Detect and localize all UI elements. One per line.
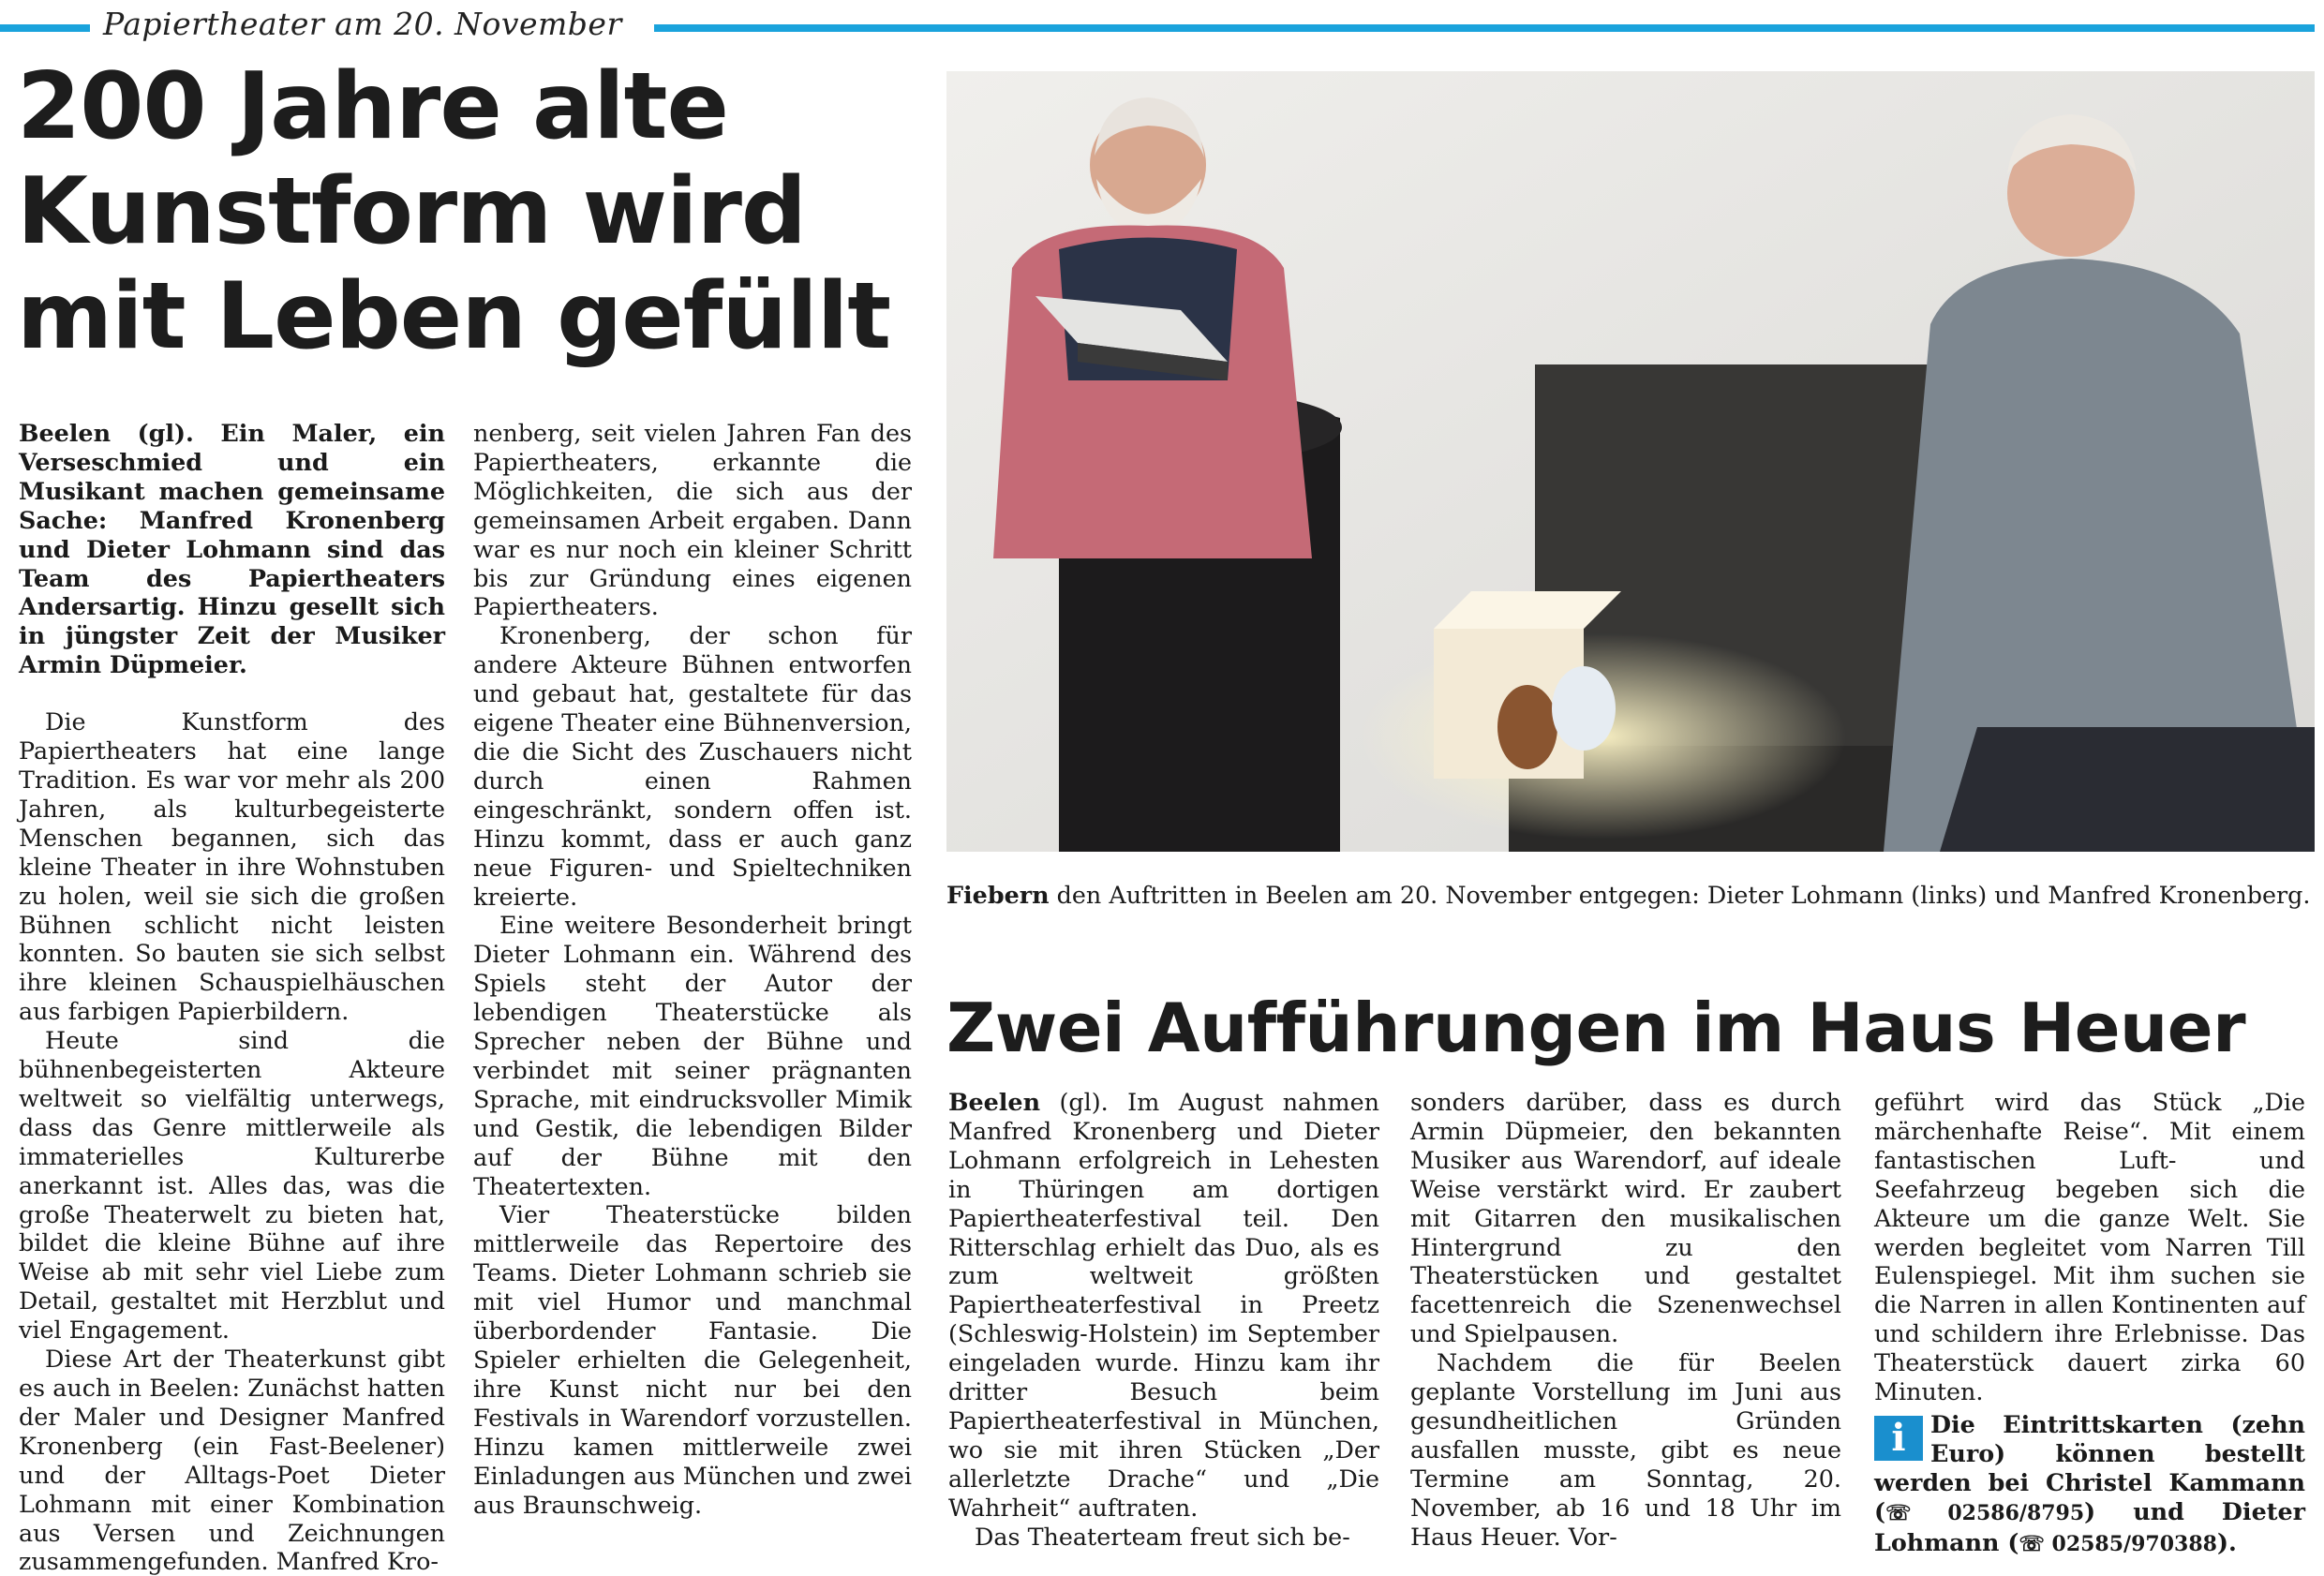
article2-column-1: [948, 1088, 1379, 1552]
article2-paragraph: [948, 1088, 1379, 1523]
info-text: ).: [2216, 1527, 2237, 1556]
dateline: Beelen: [948, 1088, 1041, 1116]
kicker-rule-left: [0, 24, 90, 32]
article2-paragraph: sonders darüber, dass es durch Armin Düpmeier, den bekannten Musiker aus Warendorf, auf ideale Weise verstärkt wird. Er zaubert mit Gitarren den musikalischen Hintergrund zu den Theaterstücken und gestaltet facettenreich die Szenenwechsel und Spielpausen.: [1410, 1088, 1841, 1348]
article2-column-3: [1874, 1088, 2305, 1559]
article2-paragraph: Nachdem die für Beelen geplante Vorstellung im Juni aus gesundheitlichen Gründen ausfallen musste, gibt es neue Termine am Sonntag, 20. November, ab 16 und 18 Uhr im Haus Heuer. Vor-: [1410, 1348, 1841, 1551]
article2-text: (gl). Im August nahmen Manfred Kronenberg und Dieter Lohmann erfolgreich in Lehesten in Thüringen am dortigen Papiertheaterfestival teil. Den Ritterschlag erhielt das Duo, als es zum weltweit größten Papiertheaterfestival in Preetz (Schleswig-Holstein) im September eingeladen wurde. Hinzu kam ihr dritter Besuch beim Papiertheaterfestival in München, wo sie mit ihren Stücken „Der allerletzte Drache“ und „Die Wahrheit“ auftraten.: [948, 1088, 1379, 1522]
article-column-2: [473, 419, 912, 1519]
article-lead: Beelen (gl). Ein Maler, ein Verseschmied und ein Musikant machen gemeinsame Sache: Manfred Kronenberg und Dieter Lohmann sind das Team des Papiertheaters Andersartig. Hinzu gesellt sich in jüngster Zeit der Musiker Armin Düpmeier.: [19, 419, 445, 679]
kicker: Papiertheater am 20. November: [103, 6, 622, 42]
headline: 200 Jahre alte Kunstform wird mit Leben gefüllt: [17, 53, 891, 370]
article-paragraph: Eine weitere Besonderheit bringt Dieter Lohmann ein. Während des Spiels steht der Autor der lebendigen Theaterstücke als Sprecher neben der Bühne und verbindet mit seiner prägnanten Sprache, mit eindrucksvoller Mimik und Gestik, die lebendigen Bilder auf der Bühne mit den Theatertexten.: [473, 911, 912, 1200]
article2-column-2: [1410, 1088, 1841, 1552]
article2-paragraph: Das Theaterteam freut sich be-: [975, 1522, 1350, 1551]
photo-caption: [946, 881, 2315, 910]
article-paragraph: Diese Art der Theaterkunst gibt es auch in Beelen: Zunächst hatten der Maler und Designer Manfred Kronenberg (ein Fast-Beelener) und der Alltags-Poet Dieter Lohmann mit einer Kombination aus Versen und Zeichnungen zusammengefunden. Manfred Kro-: [19, 1345, 445, 1576]
info-text: ) und Dieter Lohmann (: [1874, 1496, 2305, 1556]
caption-text: den Auftritten in Beelen am 20. November entgegen: Dieter Lohmann (links) und Manfred Kronenberg.: [1049, 881, 2311, 909]
news-photo: [946, 71, 2315, 852]
article2-paragraph: geführt wird das Stück „Die märchenhafte Reise“. Mit einem fantastischen Luft- und Seefahrzeug begeben sich die Akteure um die ganze Welt. Sie werden begleitet vom Narren Till Eulenspiegel. Mit ihm suchen sie die Narren in allen Kontinenten auf und schildern ihre Erlebnisse. Das Theaterstück dauert zirka 60 Minuten.: [1874, 1088, 2305, 1406]
article-paragraph: Vier Theaterstücke bilden mittlerweile das Repertoire des Teams. Dieter Lohmann schrieb sie mit viel Humor und manchmal überbordender Fantasie. Die Spieler erhielten die Gelegenheit, ihre Kunst nicht nur bei den Festivals in Warendorf vorzustellen. Hinzu kamen mittlerweile zwei Einladungen aus München und zwei aus Braunschweig.: [473, 1200, 912, 1519]
phone-number: ☏ 02585/970388: [2019, 1531, 2217, 1556]
article-paragraph: Heute sind die bühnenbegeisterten Akteure weltweit so vielfältig unterwegs, dass das Genre mittlerweile als immaterielles Kulturerbe anerkannt ist. Alles das, was die große Theaterwelt zu bieten hat, bildet die kleine Bühne auf ihre Weise ab mit sehr viel Liebe zum Detail, gestaltet mit Herzblut und viel Engagement.: [19, 1026, 445, 1345]
photo-illustration: [946, 71, 2315, 852]
article-column-1: [19, 419, 445, 1576]
info-text: Die Eintrittskarten (zehn Euro) können bestellt werden bei Christel Kammann (: [1874, 1409, 2305, 1525]
info-icon: i: [1874, 1416, 1923, 1461]
article-paragraph: Kronenberg, der schon für andere Akteure Bühnen entworfen und gebaut hat, gestaltete für das eigene Theater eine Bühnenversion, die die Sicht des Zuschauers nicht durch einen Rahmen eingeschränkt, sondern offen ist. Hinzu kommt, dass er auch ganz neue Figuren- und Spieltechniken kreierte.: [473, 621, 912, 911]
phone-number: ☏ 02586/8795: [1885, 1500, 2085, 1525]
headline-secondary: Zwei Aufführungen im Haus Heuer: [946, 989, 2246, 1067]
info-box: [1874, 1410, 2305, 1559]
article-paragraph: Die Kunstform des Papiertheaters hat eine lange Tradition. Es war vor mehr als 200 Jahren, als kulturbegeisterte Menschen begannen, sich das kleine Theater in ihre Wohnstuben zu holen, weil sie sich die großen Bühnen schlicht nicht leisten konnten. So bauten sie sich selbst ihre kleinen Schauspielhäuschen aus farbigen Papierbildern.: [19, 707, 445, 1026]
caption-lead: Fiebern: [946, 881, 1050, 909]
kicker-rule-right: [654, 24, 2315, 32]
article-paragraph: nenberg, seit vielen Jahren Fan des Papiertheaters, erkannte die Möglichkeiten, die sich aus der gemeinsamen Arbeit ergaben. Dann war es nur noch ein kleiner Schritt bis zur Gründung eines eigenen Papiertheaters.: [473, 419, 912, 621]
